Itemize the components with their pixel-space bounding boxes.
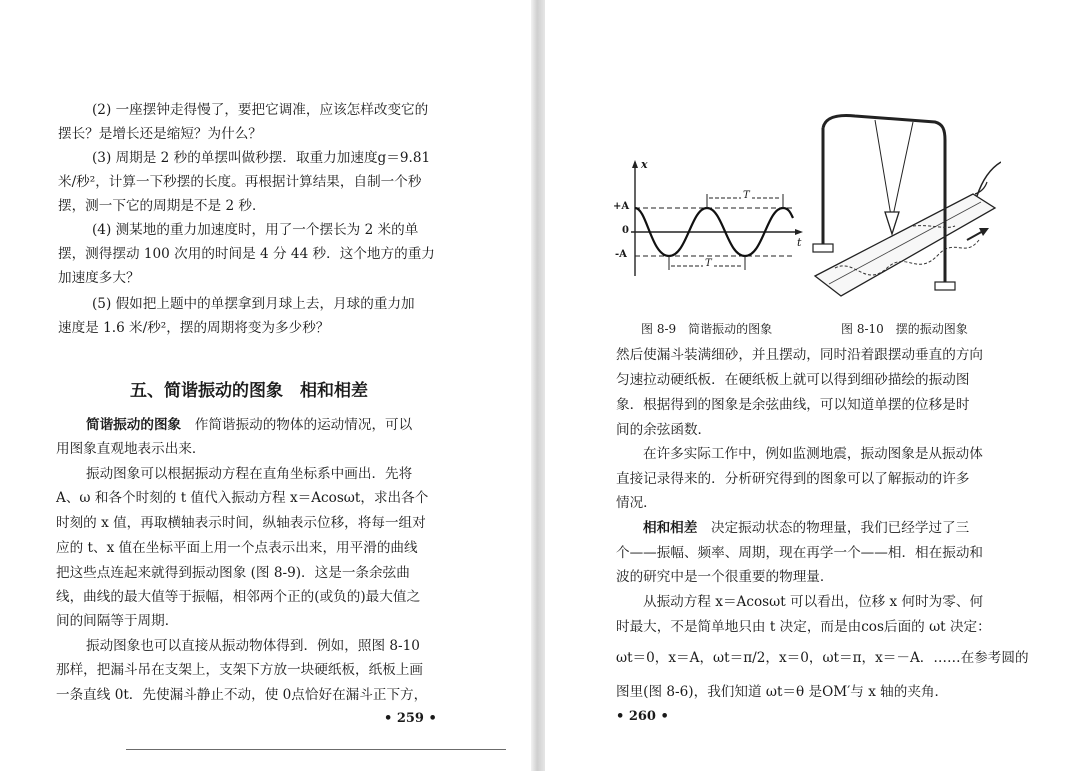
text-line: 用图象直观地表示出来． [56, 441, 206, 457]
text-line: 情况． [616, 495, 657, 511]
text-line: 摆，测一下它的周期是不是 2 秒． [58, 198, 266, 214]
text-line: 匀速拉动硬纸板．在硬纸板上就可以得到细砂描绘的振动图 [616, 372, 970, 388]
text-line: 米/秒²，计算一下秒摆的长度。再根据计算结果，自制一个秒 [58, 174, 422, 190]
text-line: A、ω 和各个时刻的 t 值代入振动方程 x＝Acosωt，求出各个 [56, 490, 429, 506]
text-line: 摆长？是增长还是缩短？为什么？ [58, 126, 262, 142]
term: 简谐振动的图象 [86, 417, 182, 433]
page-number: • 259 • [384, 711, 437, 726]
stand-base-left [813, 244, 833, 252]
text-line: 时刻的 x 值，再取横轴表示时间，纵轴表示位移，将每一组对 [56, 515, 426, 531]
text-line: (3) 周期是 2 秒的单摆叫做秒摆．取重力加速度g＝9.81 [92, 150, 431, 166]
paragraph-line [643, 520, 969, 536]
pendulum-string [893, 122, 913, 216]
text-line: (2) 一座摆钟走得慢了，要把它调准，应该怎样改变它的 [92, 102, 429, 118]
text-line: 从振动方程 x＝Acosωt 可以看出，位移 x 何时为零、何 [643, 594, 984, 610]
page-number: • 260 • [616, 709, 669, 724]
pendulum-string [875, 120, 891, 216]
figure-8-10-apparatus [795, 108, 1001, 308]
text-line: ωt＝0，x＝A，ωt＝π/2，x＝0，ωt＝π，x＝－A．……在参考圆的 [616, 650, 1029, 666]
origin-label: 0 [622, 225, 629, 236]
y-axis-arrow [632, 160, 638, 168]
period-label-bottom: T [705, 258, 712, 269]
text-line: 象．根据得到的图象是余弦曲线，可以知道单摆的位移是时 [616, 397, 970, 413]
minus-a-label: -A [615, 249, 627, 260]
page-rule [126, 749, 506, 750]
text-line: 波的研究中是一个很重要的物理量． [616, 569, 834, 585]
stand-base-right [935, 282, 955, 290]
figure-8-9-graph [613, 158, 807, 280]
text-line: (4) 测某地的重力加速度时，用了一个摆长为 2 米的单 [92, 222, 419, 238]
t-axis-label: t [797, 236, 802, 249]
funnel [885, 212, 899, 234]
text-line: 速度是 1.6 米/秒²，摆的周期将变为多少秒？ [58, 320, 330, 336]
text-line: 直接记录得来的．分析研究得到的图象可以了解振动的许多 [616, 471, 970, 487]
text-line: 线，曲线的最大值等于振幅，相邻两个正的(或负的)最大值之 [56, 589, 421, 605]
text-line: 加速度多大？ [58, 270, 140, 286]
text-line: 时最大，不是简单地只由 t 决定，而是由cos后面的 ωt 决定： [616, 619, 991, 635]
figure-caption-8-10: 图 8-10 摆的振动图象 [841, 322, 968, 336]
text-line: 间的余弦函数． [616, 422, 712, 438]
text-line: 那样，把漏斗吊在支架上，支架下方放一块硬纸板，纸板上画 [56, 662, 424, 678]
text-line: 然后使漏斗装满细砂，并且摆动，同时沿着跟摆动垂直的方向 [616, 347, 984, 363]
text: 作简谐振动的物体的运动情况，可以 [194, 417, 413, 433]
text-line: 振动图象也可以直接从振动物体得到．例如，照图 8-10 [86, 638, 420, 654]
text-line: 应的 t、x 值在坐标平面上用一个点表示出来，用平滑的曲线 [56, 540, 418, 556]
right-page [545, 0, 1080, 771]
left-page [0, 0, 531, 771]
figure-caption-8-9: 图 8-9 简谐振动的图象 [641, 322, 773, 336]
text-line: 间的间隔等于周期． [56, 613, 179, 629]
paragraph-line [86, 417, 412, 433]
plus-a-label: +A [613, 201, 630, 212]
text-line: 振动图象可以根据振动方程在直角坐标系中画出．先将 [86, 466, 413, 482]
stand-top-bar [823, 116, 945, 141]
text-line: 把这些点连起来就得到振动图象 (图 8-9)．这是一条余弦曲 [56, 565, 410, 581]
text-line: 在许多实际工作中，例如监测地震，振动图象是从振动体 [643, 446, 983, 462]
center-line [829, 202, 981, 284]
term: 相和相差 [643, 520, 698, 536]
text-line: 图里(图 8-6)，我们知道 ωt＝θ 是OM′与 x 轴的夹角． [616, 684, 949, 700]
section-heading: 五、简谐振动的图象 相和相差 [130, 381, 368, 401]
text-line: 一条直线 0t．先使漏斗静止不动，使 0点恰好在漏斗正下方， [56, 687, 428, 703]
hand [975, 182, 987, 194]
x-axis-label: x [641, 158, 648, 171]
text: 决定振动状态的物理量，我们已经学过了三 [710, 520, 970, 536]
text-line: 摆，测得摆动 100 次用的时间是 4 分 44 秒．这个地方的重力 [58, 246, 435, 262]
text-line: 个——振幅、频率、周期，现在再学一个——相．相在振动和 [616, 545, 984, 561]
text-line: (5) 假如把上题中的单摆拿到月球上去，月球的重力加 [92, 296, 415, 312]
book-gutter [531, 0, 545, 771]
period-label-top: T [743, 190, 750, 201]
